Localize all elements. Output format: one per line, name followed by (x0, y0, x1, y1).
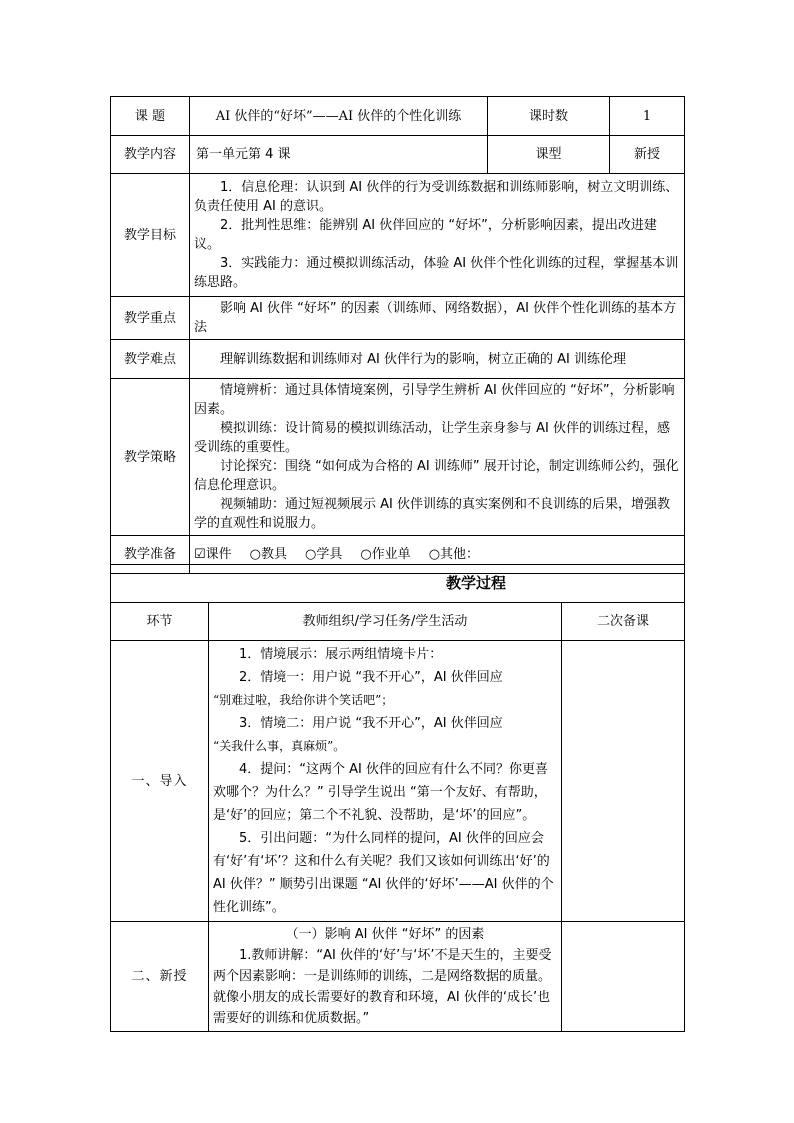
process-title: 教学过程 (111, 565, 685, 603)
focus-label: 教学重点 (111, 297, 190, 340)
activity-line: 3．情境二：用户说 “我不开心”，AI 伙伴回应 (239, 716, 503, 731)
activity-line: 4．提问：“这两个 AI 伙伴的回应有什么不同？你更喜欢哪个？为什么？” 引导学生说出 “第一个友好、有帮助，是‘好’的回应；第二个不礼貌、没帮助，是‘坏’的回应”。 (213, 762, 548, 823)
activity-line: “关我什么事，真麻烦”。 (213, 739, 346, 753)
stage-notes (562, 641, 685, 922)
preparation-option-learning-tools[interactable]: ○学具 (305, 547, 343, 562)
strategy-item: 情境辨析：通过具体情境案例，引导学生辨析 AI 伙伴回应的 “好坏”，分析影响因素。 (194, 383, 675, 417)
strategy-row (111, 379, 685, 536)
stage-row-new (111, 922, 685, 1032)
focus-text: 影响 AI 伙伴 “好坏” 的因素（训练师、网络数据），AI 伙伴个性化训练的基本方法 (194, 301, 677, 335)
col-activity-header: 教师组织/学习任务/学生活动 (209, 603, 562, 641)
goal-item: 2．批判性思维：能辨别 AI 伙伴回应的 “好坏”，分析影响因素，提出改进建议。 (194, 218, 657, 252)
type-value: 新授 (610, 136, 685, 174)
difficulty-row (111, 340, 685, 379)
process-title-row (111, 565, 685, 603)
stage-name: 一、导入 (111, 641, 209, 922)
stage-activity (209, 922, 562, 1032)
hours-label: 课时数 (488, 97, 610, 136)
topic-label: 课 题 (111, 97, 190, 136)
hours-value: 1 (610, 97, 685, 136)
activity-line: 1．情境展示：展示两组情境卡片： (239, 647, 443, 662)
activity-line: “别难过啦，我给你讲个笑话吧”； (213, 693, 394, 707)
goal-item: 3．实践能力：通过模拟训练活动，体验 AI 伙伴个性化训练的过程，掌握基本训练思路。 (194, 256, 679, 290)
activity-heading: （一）影响 AI 伙伴 “好坏” 的因素 (285, 927, 485, 942)
strategy-item: 视频辅助：通过短视频展示 AI 伙伴训练的真实案例和不良训练的后果，增强教学的直观性和说服力。 (194, 497, 670, 531)
difficulty-label: 教学难点 (111, 340, 190, 379)
content-label: 教学内容 (111, 136, 190, 174)
content-row (111, 136, 685, 174)
preparation-option-teaching-aids[interactable]: ○教具 (249, 547, 287, 562)
topic-value: AI 伙伴的“好坏”——AI 伙伴的个性化训练 (190, 97, 488, 136)
col-stage-header: 环节 (111, 603, 209, 641)
strategy-label: 教学策略 (111, 379, 190, 536)
preparation-option-other[interactable]: ○其他： (428, 547, 480, 562)
goal-item: 1．信息伦理：认识到 AI 伙伴的行为受训练数据和训练师影响，树立文明训练、负责任使用 AI 的意识。 (194, 180, 679, 214)
col-notes-header: 二次备课 (562, 603, 685, 641)
difficulty-text: 理解训练数据和训练师对 AI 伙伴行为的影响，树立正确的 AI 训练伦理 (220, 351, 626, 367)
activity-text: 1.教师讲解：“AI 伙伴的‘好’与‘坏’不是天生的，主要受两个因素影响：一是训练师的训练，二是网络数据的质量。就像小朋友的成长需要好的教育和环境，AI 伙伴的‘成长’也需要好的训练和优质数据。” (213, 948, 552, 1026)
activity-line: 5．引出问题：“为什么同样的提问，AI 伙伴的回应会有‘好’有‘坏’？这和什么有关呢？我们又该如何训练出‘好’的 AI 伙伴？” 顺势引出课题 “AI 伙伴的‘好坏’——AI 伙伴的个性化训练”。 (213, 831, 554, 915)
focus-row (111, 297, 685, 340)
strategy-item: 讨论探究：围绕 “如何成为合格的 AI 训练师” 展开讨论，制定训练师公约，强化信息伦理意识。 (194, 459, 679, 493)
type-label: 课型 (488, 136, 610, 174)
strategy-content (190, 379, 685, 536)
strategy-item: 模拟训练：设计简易的模拟训练活动，让学生亲身参与 AI 伙伴的训练过程，感受训练的重要性。 (194, 421, 670, 455)
teaching-process-table (110, 564, 685, 1032)
goals-content (190, 174, 685, 297)
lesson-info-table (110, 96, 685, 574)
topic-row (111, 97, 685, 136)
preparation-label: 教学准备 (111, 536, 190, 574)
goals-row (111, 174, 685, 297)
preparation-option-worksheet[interactable]: ○作业单 (360, 547, 411, 562)
stage-activity (209, 641, 562, 922)
process-header-row (111, 603, 685, 641)
activity-line: 2．情境一：用户说 “我不开心”，AI 伙伴回应 (239, 670, 503, 685)
stage-name: 二、新授 (111, 922, 209, 1032)
goals-label: 教学目标 (111, 174, 190, 297)
stage-row-intro (111, 641, 685, 922)
stage-notes (562, 922, 685, 1032)
content-value: 第一单元第 4 课 (190, 136, 488, 174)
preparation-option-courseware[interactable]: ☑课件 (194, 547, 232, 562)
